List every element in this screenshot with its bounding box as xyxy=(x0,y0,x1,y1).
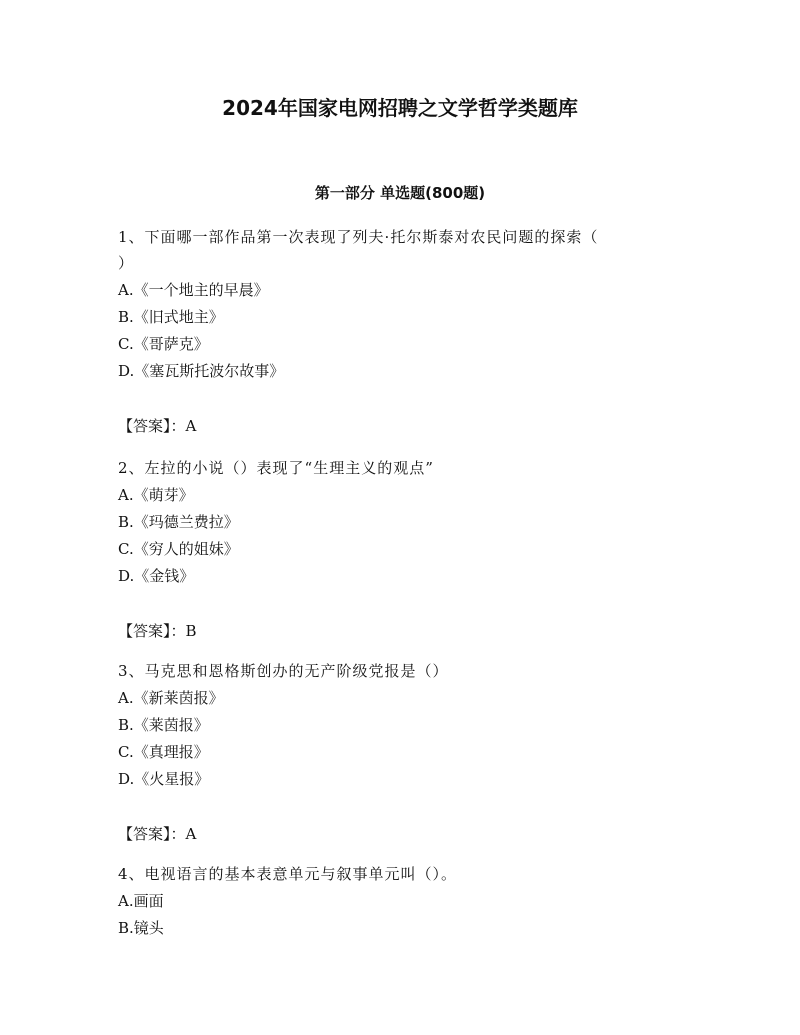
question-1-option-d: D.《塞瓦斯托波尔故事》 xyxy=(118,362,285,380)
question-4-stem: 4、电视语言的基本表意单元与叙事单元叫（）。 xyxy=(118,865,458,883)
question-1-answer: 【答案】：A xyxy=(118,417,197,435)
section-title: 第一部分 单选题(800题) xyxy=(314,184,486,202)
question-2-answer: 【答案】：B xyxy=(118,622,197,640)
question-3-answer: 【答案】：A xyxy=(118,825,197,843)
question-1-stem-continued: ） xyxy=(118,254,134,272)
question-2-stem: 2、左拉的小说（）表现了“生理主义的观点” xyxy=(118,459,434,477)
question-1-option-b: B.《旧式地主》 xyxy=(118,308,224,326)
question-4-option-b: B.镜头 xyxy=(118,919,164,937)
question-2-option-a: A.《萌芽》 xyxy=(118,486,194,504)
question-2-option-c: C.《穷人的姐妹》 xyxy=(118,540,239,558)
question-3-option-a: A.《新莱茵报》 xyxy=(118,689,224,707)
question-1-stem: 1、下面哪一部作品第一次表现了列夫·托尔斯泰对农民问题的探索（ xyxy=(118,228,599,246)
question-2-option-b: B.《玛德兰费拉》 xyxy=(118,513,239,531)
question-2-option-d: D.《金钱》 xyxy=(118,567,195,585)
question-3-option-c: C.《真理报》 xyxy=(118,743,209,761)
question-4-option-a: A.画面 xyxy=(118,892,164,910)
page-title: 2024年国家电网招聘之文学哲学类题库 xyxy=(222,96,578,120)
question-3-option-d: D.《火星报》 xyxy=(118,770,210,788)
question-1-option-a: A.《一个地主的早晨》 xyxy=(118,281,269,299)
question-1-option-c: C.《哥萨克》 xyxy=(118,335,209,353)
question-3-stem: 3、马克思和恩格斯创办的无产阶级党报是（） xyxy=(118,662,449,680)
question-3-option-b: B.《莱茵报》 xyxy=(118,716,209,734)
